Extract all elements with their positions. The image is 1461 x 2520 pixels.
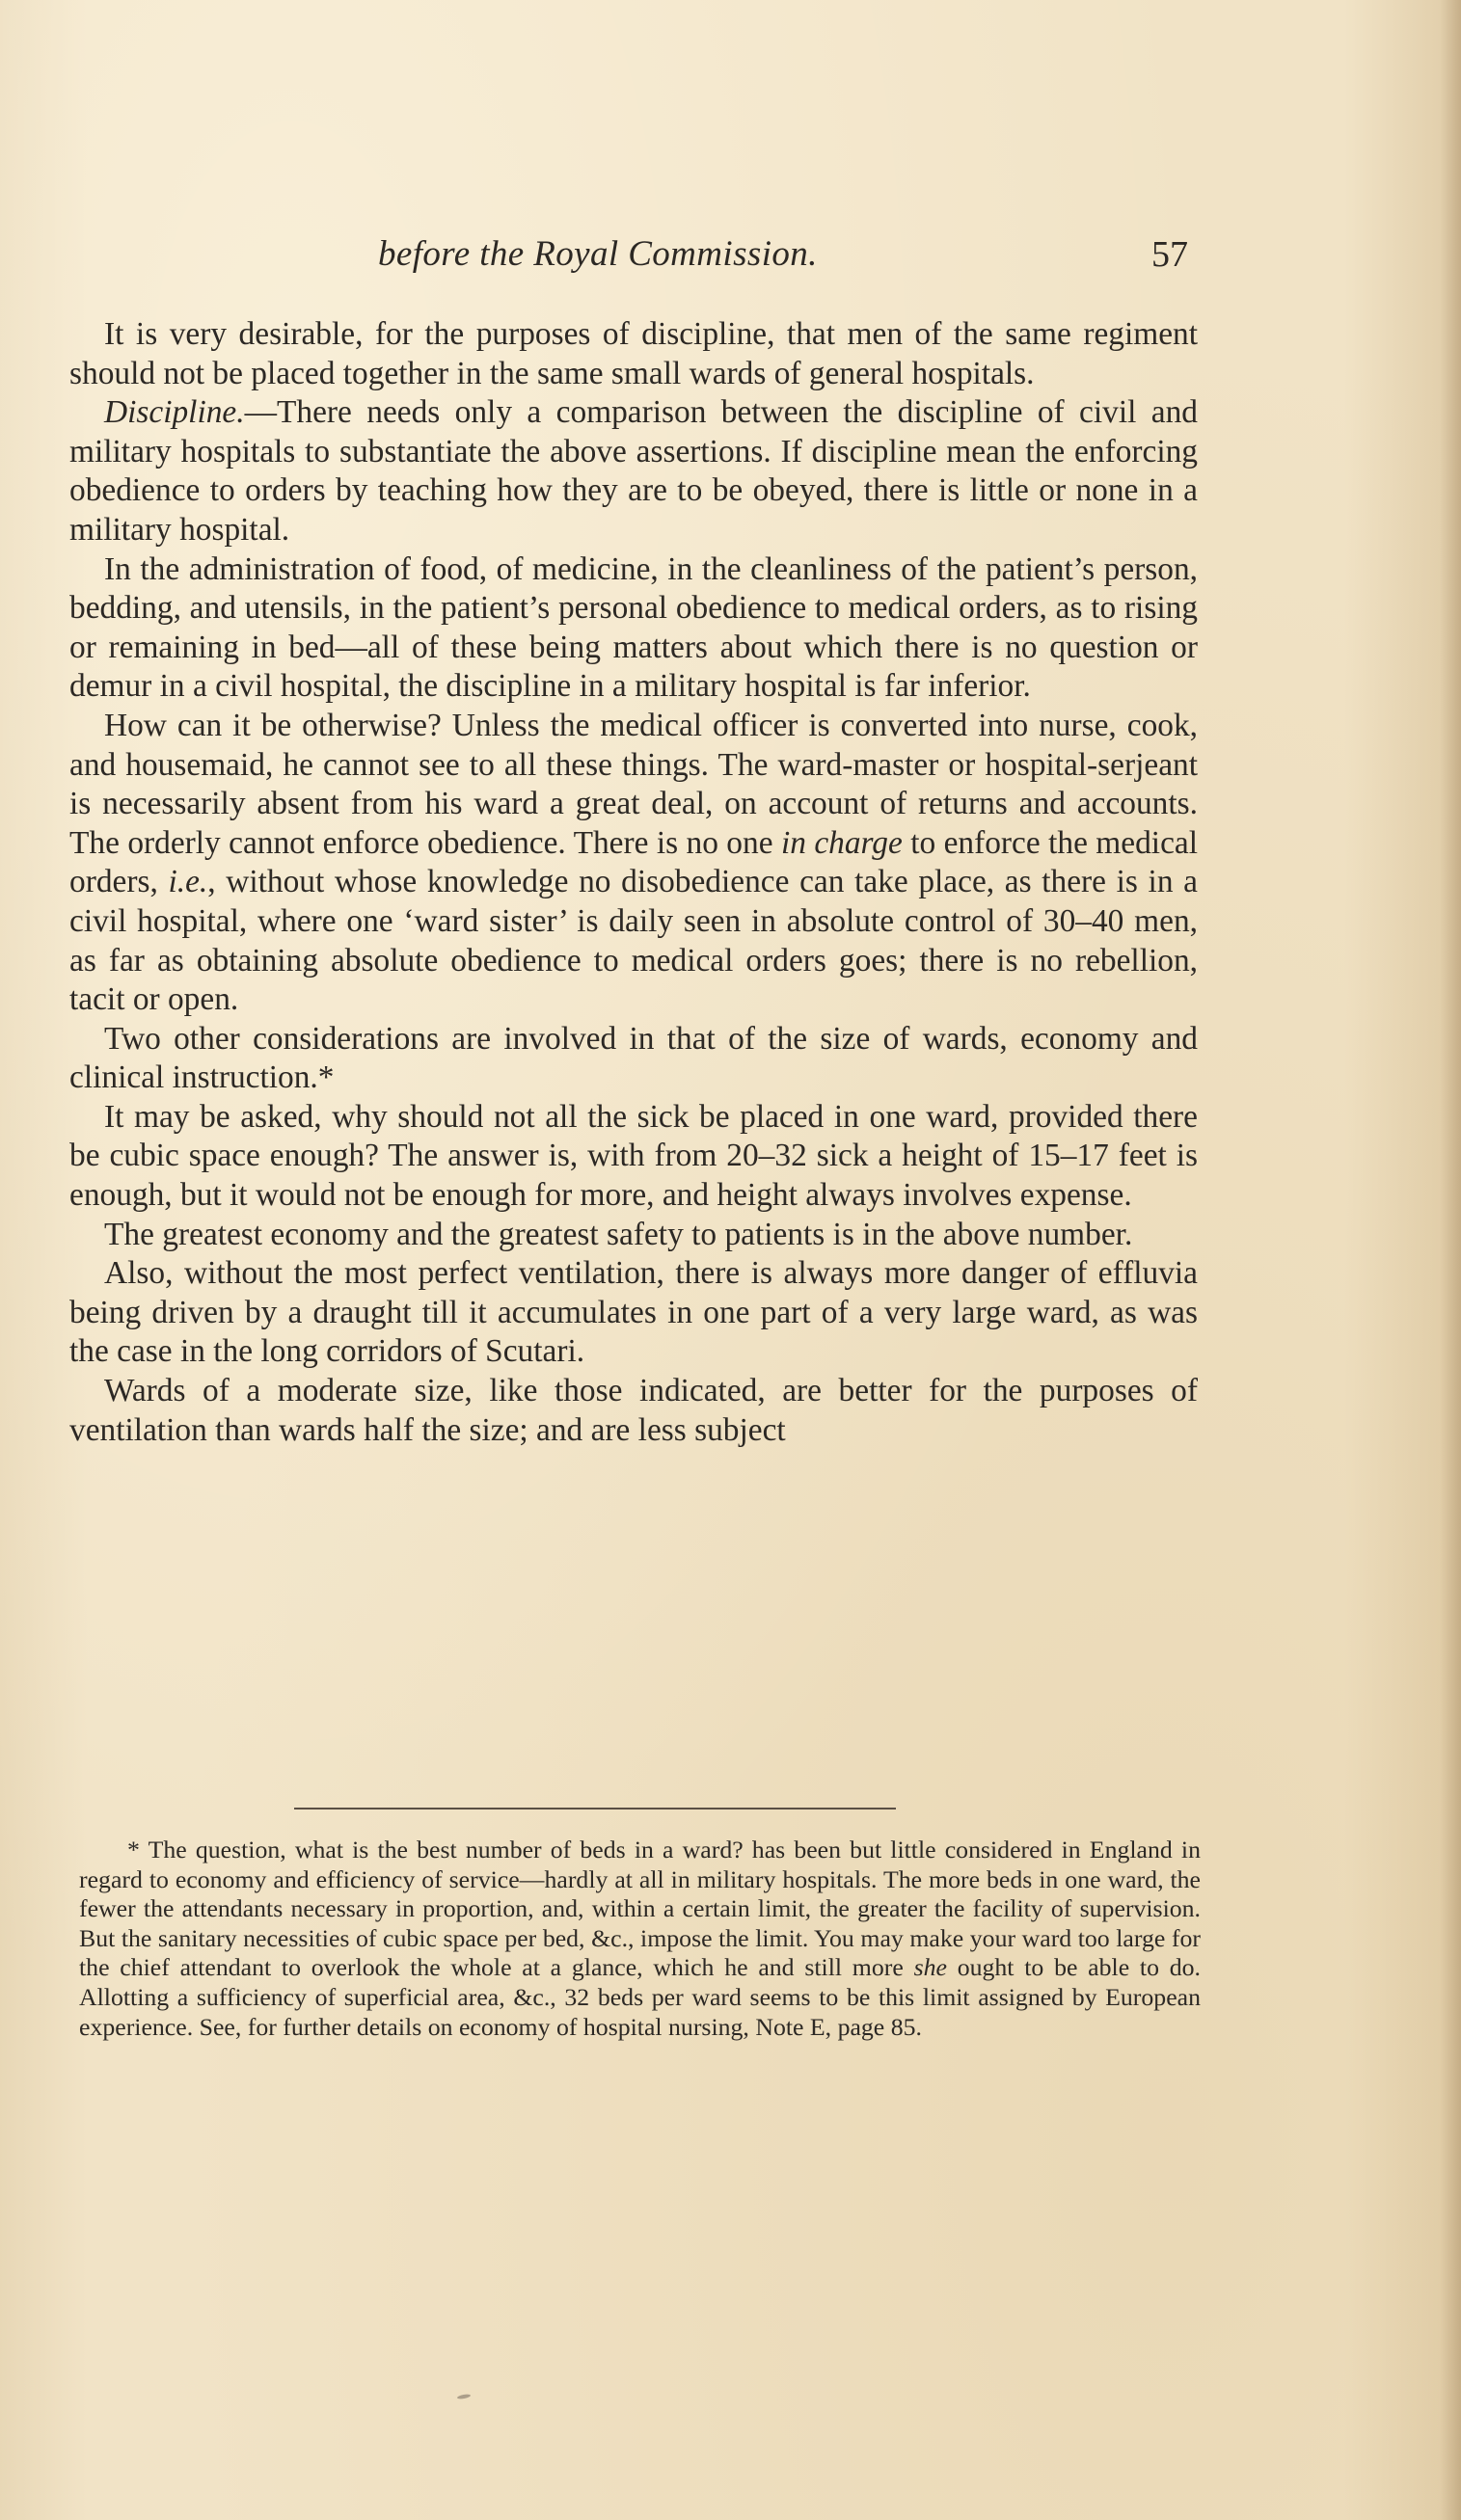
paragraph-4-part-b: to enforce the medical orders,	[69, 824, 1198, 900]
ie-italic: i.e.	[168, 864, 208, 900]
paragraph-8: Also, without the most perfect ventilation, there is always more danger of effluvia being driven by a draught till it accumulates in one part of a very large ward, as was the case in the long corridors of Scutari.	[69, 1255, 1198, 1370]
paragraph-9: Wards of a moderate size, like those indicated, are better for the purposes of ventilation than wards half the size; and are less subject	[69, 1373, 1198, 1448]
paragraph-4-part-c: , without whose knowledge no disobedience can take place, as there is in a civil hospital, where one ‘ward sister’ is daily seen in absolute control of 30–40 men, as far as obtaining absolute obedience to medical orders goes; there is no rebellion, tacit or open.	[69, 864, 1199, 1018]
paragraph-1: It is very desirable, for the purposes of discipline, that men of the same regiment should not be placed together in the same small wards of general hospitals.	[69, 316, 1198, 391]
paragraph-4-part-a: How can it be otherwise? Unless the medical officer is converted into nurse, cook, and housemaid, he cannot see to all these things. The ward-master or hospital-serjeant is necessarily absent from his ward a great deal, on account of returns and accounts. The orderly cannot enforce obedience. There is no one	[69, 707, 1198, 861]
footnote-italic-she: she	[913, 1953, 947, 1982]
footnote-paragraph	[79, 1836, 1201, 2042]
running-head	[69, 233, 1188, 283]
paragraph-6: It may be asked, why should not all the sick be placed in one ward, provided there be cubic space enough? The answer is, with from 20–32 sick a height of 15–17 feet is enough, but it would not be enough for more, and height always involves expense.	[69, 1098, 1198, 1214]
discipline-text: —There needs only a comparison between the discipline of civil and military hospitals to substantiate the above assertions. If discipline mean the enforcing obedience to orders by teaching how they are to be obeyed, there is little or none in a military hospital.	[69, 394, 1198, 548]
footnote	[79, 1836, 1201, 2042]
discipline-heading: Discipline.	[104, 394, 245, 431]
footnote-rule	[294, 1808, 896, 1810]
page-number: 57	[1151, 234, 1188, 275]
in-charge-italic: in charge	[780, 824, 903, 861]
paragraph-3: In the administration of food, of medicine, in the cleanliness of the patient’s person, bedding, and utensils, in the patient’s personal obedience to medical orders, as to rising or remaining in bed—all of these being matters about which there is no question or demur in a civil hospital, the discipline in a military hospital is far inferior.	[69, 550, 1198, 705]
paragraph-4	[69, 707, 1198, 1020]
paragraph-7: The greatest economy and the greatest safety to patients is in the above number.	[104, 1216, 1133, 1252]
page-edge-shadow	[1440, 0, 1461, 2520]
footnote-part-b: ought to be able to do. Allotting a sufficiency of superficial area, &c., 32 beds per ward seems to be this limit assigned by European experience. See, for further details on economy of hospital nursing, Note E, page 85.	[79, 1953, 1201, 2041]
footnote-part-a: * The question, what is the best number of beds in a ward? has been but little considered in England in regard to economy and efficiency of service—hardly at all in military hospitals. The more beds in one ward, the fewer the attendants necessary in proportion, and, within a certain limit, the greater the facility of supervision. But the sanitary necessities of cubic space per bed, &c., impose the limit. You may make your ward too large for the chief attendant to overlook the whole at a glance, which he and still more	[79, 1836, 1201, 1982]
paragraph-discipline	[69, 393, 1198, 550]
body-text	[69, 315, 1198, 1450]
running-title: before the Royal Commission.	[378, 234, 818, 274]
paper-speck	[457, 2394, 471, 2399]
paragraph-5: Two other considerations are involved in that of the size of wards, economy and clinical instruction.*	[69, 1020, 1198, 1096]
